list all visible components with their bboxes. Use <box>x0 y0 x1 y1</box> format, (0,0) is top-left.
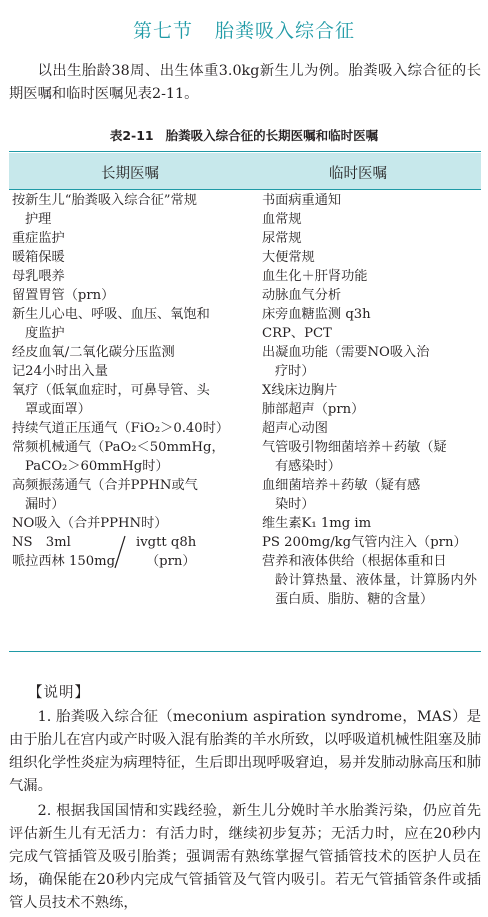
table-top-rule <box>9 151 481 152</box>
orders-table <box>9 151 481 652</box>
long-order-item: 暖箱保暖 <box>12 250 65 265</box>
long-order-item: 母乳喂养 <box>12 269 65 284</box>
long-order-item: 按新生儿“胎粪吸入综合征”常规 护理 <box>12 193 197 227</box>
iv-route: ivgtt q8h <box>136 535 197 550</box>
header-temp-orders: 临时医嘱 <box>329 165 387 182</box>
bracket-slash-icon <box>112 535 128 569</box>
temp-order-item: X线床边胸片 <box>262 383 338 398</box>
temp-order-item: 出凝血功能（需要NO吸入治 疗时） <box>262 345 430 379</box>
long-order-item: NO吸入（合并PPHN时） <box>12 516 168 531</box>
temp-order-item: 营养和液体供给（根据体重和日 龄计算热量、液体量，计算肠内外蛋白质、脂肪、糖的含量） <box>262 554 477 607</box>
table-header-rule <box>9 189 481 190</box>
temp-order-item: 超声心动图 <box>262 421 328 436</box>
temp-order-item: 气管吸引物细菌培养＋药敏（疑 有感染时） <box>262 440 447 474</box>
section-number: 第七节 <box>132 20 193 42</box>
temp-order-item: 血生化＋肝肾功能 <box>262 269 368 284</box>
long-order-item: 持续气道正压通气（FiO₂＞0.40时） <box>12 421 230 436</box>
iv-ns: NS 3ml <box>12 535 71 550</box>
long-order-item: 记24小时出入量 <box>12 364 108 379</box>
iv-order-group <box>12 533 249 571</box>
explanation-paragraph-2: 2. 根据我国国情和实践经验，新生儿分娩时羊水胎粪污染，仍应首先评估新生儿有无活力：有活力时，继续初步复苏；无活力时，应在20秒内完成气管插管及吸引胎粪；强调需有熟练掌握气管插管技术的医护人员在场，确保能在20秒内完成气管插管及气管内吸引。若无气管插管条件或插管人员技术不熟练， <box>9 803 481 911</box>
section-name: 胎粪吸入综合征 <box>215 20 356 42</box>
temp-order-item: 大便常规 <box>262 250 315 265</box>
table-number: 表2-11 <box>109 128 154 143</box>
temp-order-item: 动脉血气分析 <box>262 288 342 303</box>
long-order-item: 重症监护 <box>12 231 65 246</box>
temp-order-item: 书面病重通知 <box>262 193 342 208</box>
explanation-heading: 【说明】 <box>28 685 90 701</box>
long-order-item: 经皮血氧/二氧化碳分压监测 <box>12 345 175 360</box>
intro-paragraph: 以出生胎龄38周、出生体重3.0kg新生儿为例。胎粪吸入综合征的长期医嘱和临时医嘱见表2-11。 <box>9 63 481 102</box>
section-title <box>0 16 488 43</box>
table-caption-text: 胎粪吸入综合征的长期医嘱和临时医嘱 <box>165 128 379 143</box>
table-caption <box>0 126 488 144</box>
table-bottom-rule <box>9 651 481 652</box>
temp-order-item: 血细菌培养＋药敏（疑有感 染时） <box>262 478 421 512</box>
explanation-paragraph-1: 1. 胎粪吸入综合征（meconium aspiration syndrome，MAS）是由于胎儿在宫内或产时吸入混有胎粪的羊水所致，以呼吸道机械性阻塞及肺组织化学性炎症为病理特征，生后即出现呼吸窘迫，易并发肺动脉高压和肺气漏。 <box>9 709 481 794</box>
long-order-item: 氧疗（低氧血症时，可鼻导管、头 罩或面罩） <box>12 383 210 417</box>
header-long-orders: 长期医嘱 <box>101 165 159 182</box>
temp-order-item: 维生素K₁ 1mg im <box>262 516 372 531</box>
long-order-item: 高频振荡通气（合并PPHN或气 漏时） <box>12 478 198 512</box>
long-order-item: 留置胃管（prn） <box>12 288 115 303</box>
iv-prn: （prn） <box>146 554 196 569</box>
iv-piperacillin: 哌拉西林 150mg <box>12 554 116 569</box>
long-order-item: 常频机械通气（PaO₂＜50mmHg， PaCO₂＞60mmHg时） <box>12 440 225 474</box>
temp-order-item: 尿常规 <box>262 231 302 246</box>
table-header-row <box>9 153 481 189</box>
temp-orders-column <box>262 191 477 609</box>
long-order-item: 新生儿心电、呼吸、血压、氧饱和 度监护 <box>12 307 210 341</box>
temp-order-item: PS 200mg/kg气管内注入（prn） <box>262 535 467 550</box>
temp-order-item: 肺部超声（prn） <box>262 402 365 417</box>
long-orders-column <box>12 191 249 571</box>
temp-order-item: 血常规 <box>262 212 302 227</box>
temp-order-item: 床旁血糖监测 q3h <box>262 307 371 322</box>
temp-order-item: CRP、PCT <box>262 326 332 341</box>
